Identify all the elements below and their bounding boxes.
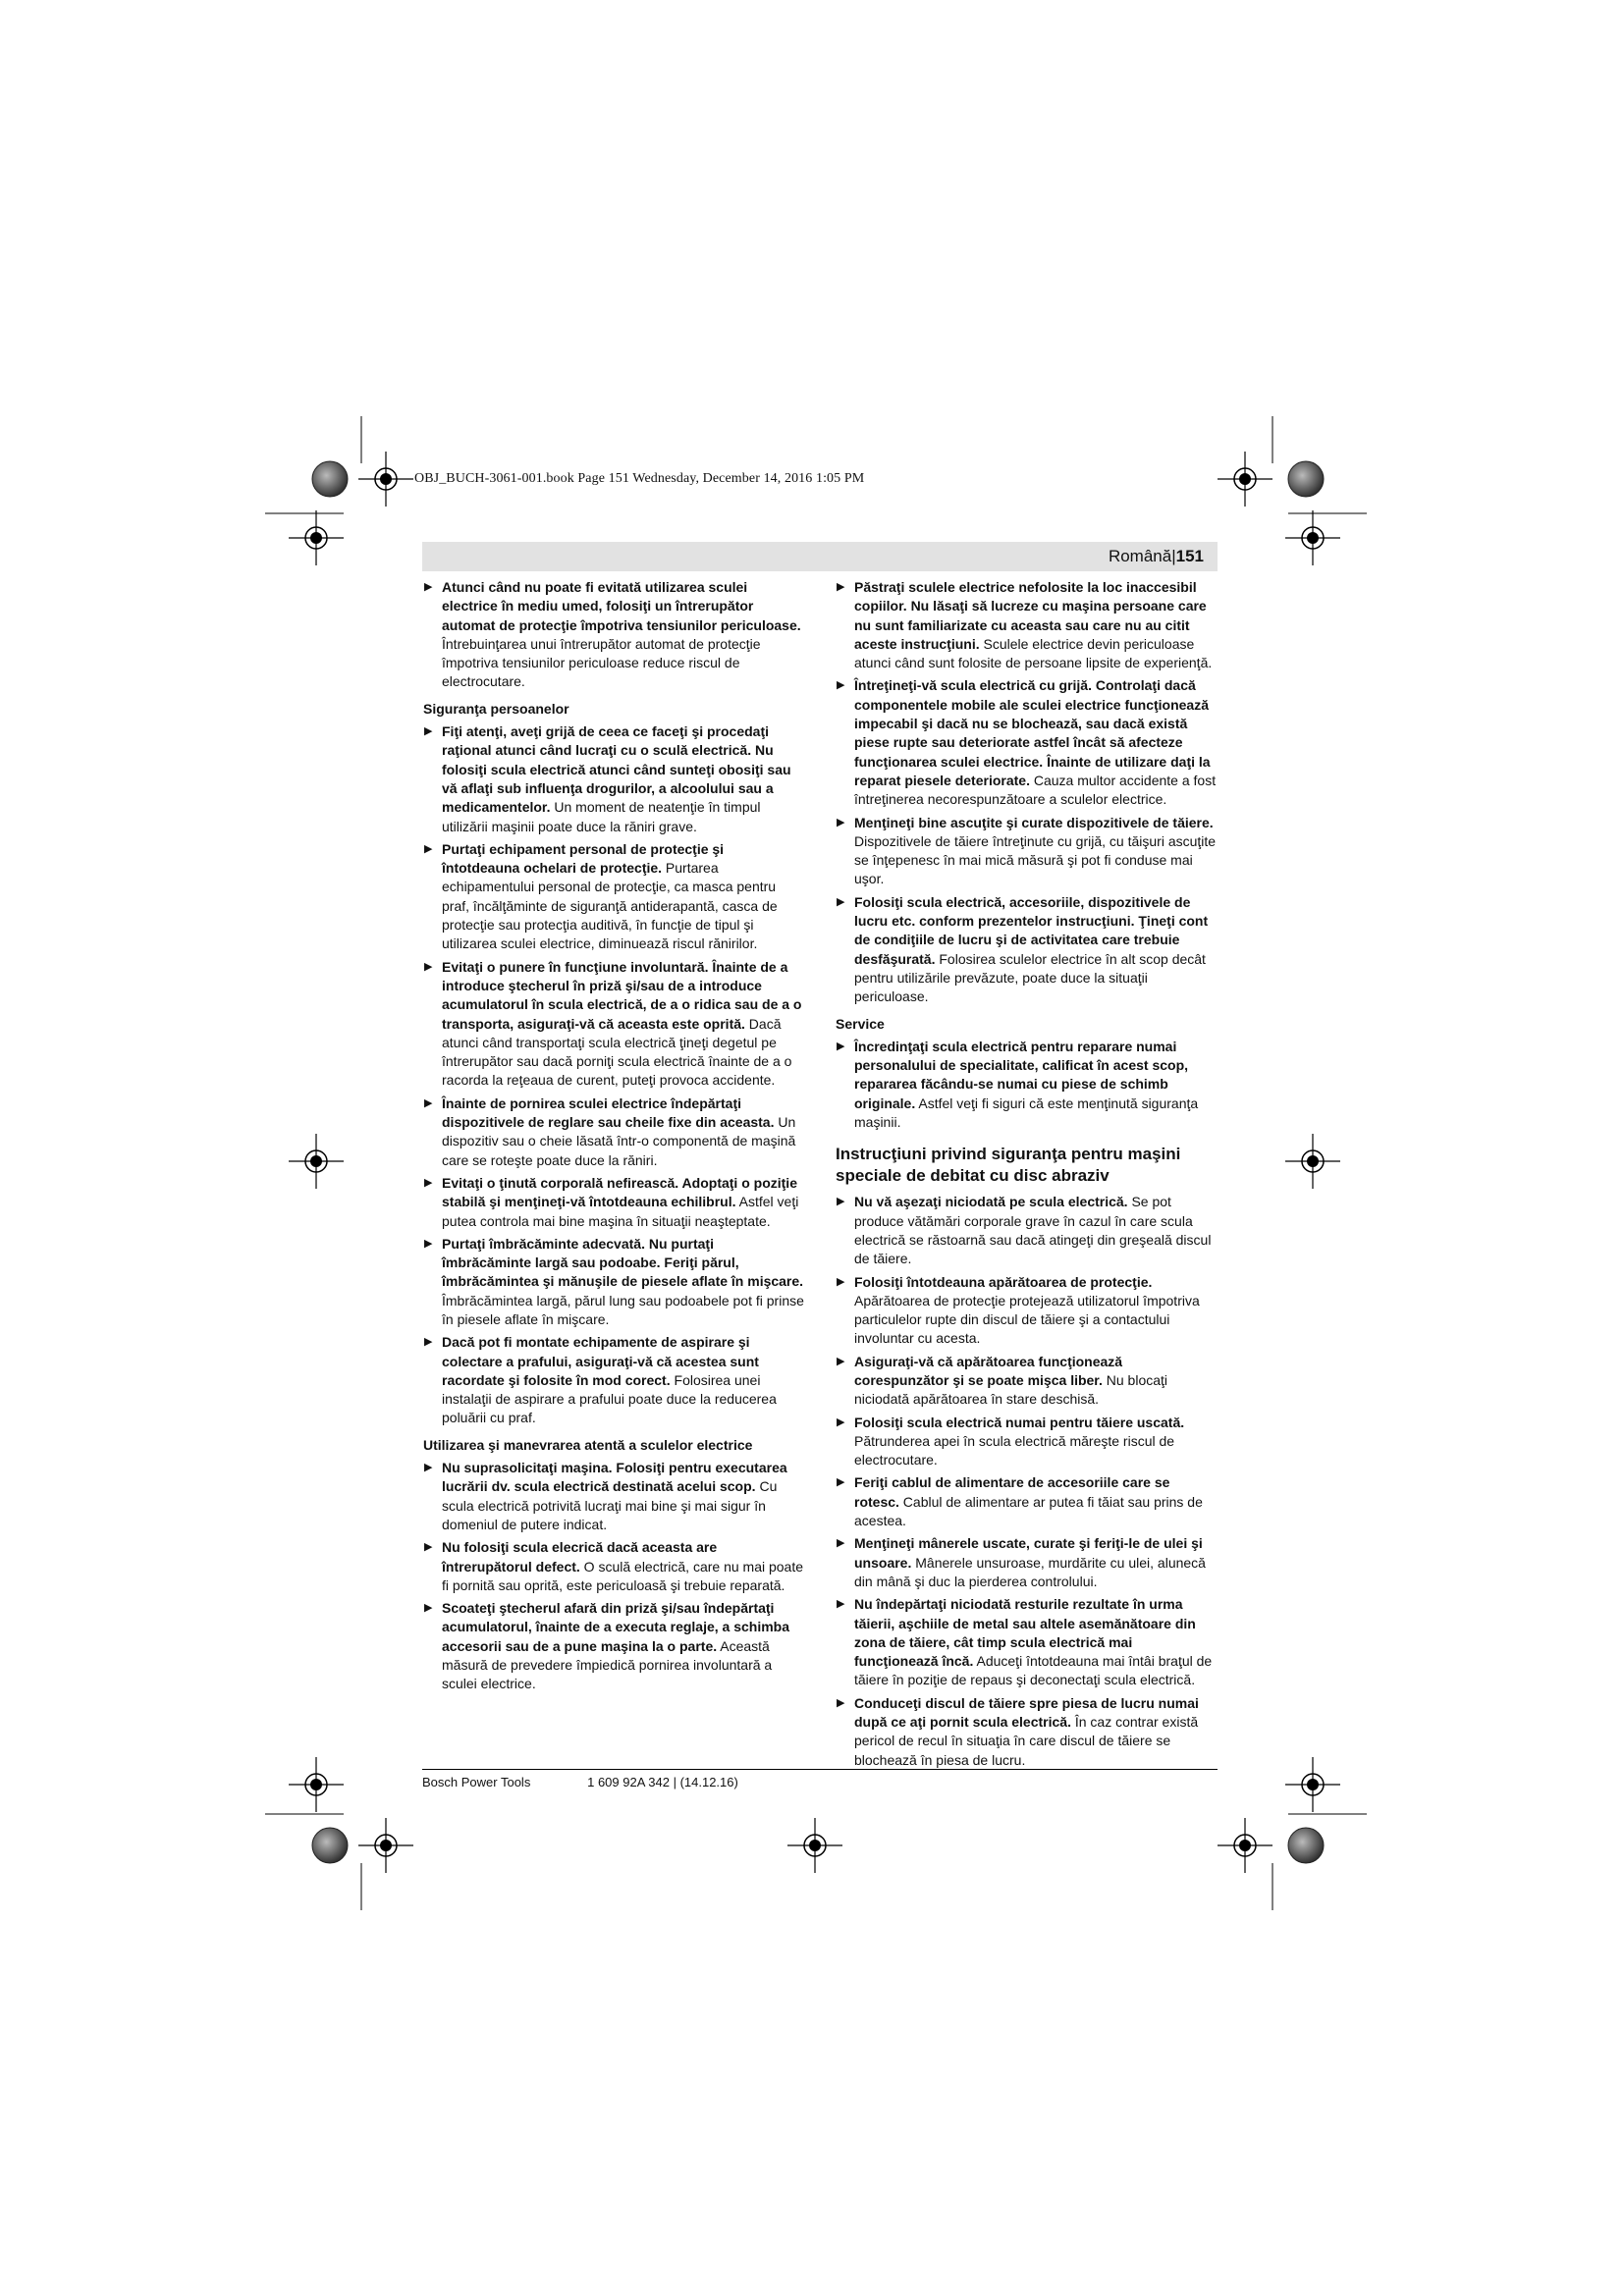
item-bold: Evitaţi o ţinută corporală nefirească. Adoptaţi o poziţie stabilă şi menţineţi-vă întotdeauna echilibrul. (442, 1174, 797, 1210)
subheading: Utilizarea şi manevrarea atentă a sculelor electrice (423, 1436, 753, 1453)
registration-mark (289, 1134, 344, 1189)
bullet-icon: ▶ (837, 1415, 845, 1428)
item-bold: Scoateţi ştecherul afară din priză şi/sau îndepărtaţi acumulatorul, înainte de a executa reglaje, a schimba accesorii sau de a pune maşina la o parte. (442, 1600, 790, 1654)
list-item (836, 1193, 1217, 1268)
item-bold: Folosiţi scula electrică, accesoriile, dispozitivele de lucru etc. conform prezentelor instrucţiuni. Ţineţi cont de condiţiile de lucru şi de activitatea care trebuie desfăşurată. (854, 893, 1209, 967)
list-item (836, 1473, 1217, 1530)
registration-mark (289, 1757, 344, 1812)
item-text: Folosirea unei instalaţii de aspirare a prafului poate duce la reducerea poluării cu praf. (442, 1371, 777, 1426)
page-header (422, 542, 1218, 571)
item-text: Îmbrăcămintea largă, părul lung sau podoabele pot fi prinse în piesele aflate în mişcare. (442, 1292, 804, 1327)
color-bar-sphere-bottom-left (312, 1828, 348, 1863)
item-bold: Nu vă aşezaţi niciodată pe scula electrică. (854, 1194, 1128, 1210)
bullet-icon: ▶ (424, 842, 433, 855)
item-text: Un moment de neatenţie în timpul utilizării maşinii poate duce la răniri grave. (442, 799, 761, 834)
bullet-icon: ▶ (424, 725, 433, 738)
list-item (423, 1538, 804, 1595)
list-item (423, 840, 804, 954)
registration-mark (1285, 510, 1340, 565)
item-text: Astfel veţi fi siguri că este menţinută siguranţa maşinii. (854, 1095, 1199, 1131)
item-text: Astfel veţi putea controla mai bine maşina în situaţii neaşteptate. (442, 1194, 799, 1229)
item-bold: Conduceţi discul de tăiere spre piesa de lucru numai după ce aţi pornit scula electrică. (854, 1694, 1199, 1731)
bullet-icon: ▶ (424, 1462, 433, 1474)
item-text: O sculă electrică, care nu mai poate fi pornită sau oprită, este periculoasă şi trebuie reparată. (442, 1558, 804, 1593)
registration-mark (289, 510, 344, 565)
registration-mark (1218, 452, 1272, 507)
item-text: Sculele electrice devin periculoase atunci când sunt folosite de persoane lipsite de experienţă. (854, 635, 1213, 671)
bullet-icon: ▶ (837, 1040, 845, 1052)
registration-mark (1218, 1818, 1272, 1873)
item-text: Nu blocaţi niciodată apărătoarea în stare deschisă. (854, 1371, 1168, 1408)
list-item (423, 1333, 804, 1427)
item-text: Folosirea sculelor electrice în alt scop decât pentru utilizările prevăzute, poate duce la situaţii periculoase. (854, 950, 1206, 1005)
item-text: Dacă atunci când transportaţi scula electrică ţineţi degetul pe întrerupător sau dacă porniţi scula electrică înainte de a o racorda la reţeaua de curent, puteţi provoca accidente. (442, 1015, 792, 1089)
header-separator: | (1171, 547, 1176, 565)
footer-text: Bosch Power Tools 1 609 92A 342 | (14.12.16) (422, 1775, 738, 1789)
bullet-icon: ▶ (424, 1541, 433, 1554)
section-title: Instrucţiuni privind siguranţa pentru maşini speciale de debitat cu disc abraziv (836, 1145, 1181, 1186)
item-bold: Nu suprasolicitaţi maşina. Folosiţi pentru executarea lucrării dv. scula electrică destinată acelui scop. (442, 1460, 787, 1495)
list-item (836, 1534, 1217, 1591)
item-text: Cauza multor accidente a fost întreţinerea necorespunzătoare a sculelor electrice. (854, 772, 1217, 808)
bullet-icon: ▶ (837, 1598, 845, 1611)
bullet-icon: ▶ (424, 581, 433, 593)
item-text: Purtarea echipamentului personal de protecţie, ca masca pentru praf, încălţăminte de siguranţă antiderapantă, casca de protecţie sau protecţia auditivă, în funcţie de tipul şi utilizarea sculei electrice, diminuează riscul rănirilor. (442, 860, 778, 952)
footer-rule (422, 1769, 1218, 1770)
print-slug: OBJ_BUCH-3061-001.book Page 151 Wednesday, December 14, 2016 1:05 PM (414, 471, 865, 486)
item-text: Această măsură de prevedere împiedică pornirea involuntară a sculei electrice. (442, 1637, 773, 1692)
item-bold: Asiguraţi-vă că apărătoarea funcţionează corespunzător şi se poate mişca liber. (854, 1353, 1123, 1388)
item-bold: Înainte de pornirea sculei electrice îndepărtaţi dispozitivele de reglare sau cheile fixe din aceasta. (442, 1095, 775, 1131)
bullet-icon: ▶ (424, 1096, 433, 1109)
bullet-list (836, 578, 1217, 1007)
bullet-icon: ▶ (837, 581, 845, 593)
item-bold: Atunci când nu poate fi evitată utilizarea sculei electrice în mediu umed, folosiţi un întrerupător automat de protecţie împotriva tensiunilor periculoase. (442, 579, 801, 633)
item-text: Cablul de alimentare ar putea fi tăiat sau prins de acestea. (854, 1493, 1203, 1529)
registration-mark (358, 1818, 413, 1873)
bullet-icon: ▶ (837, 1355, 845, 1367)
item-text: Un dispozitiv sau o cheie lăsată într-o componentă de maşină care se roteşte poate duce la răniri. (442, 1114, 796, 1168)
subheading: Siguranţa persoanelor (423, 700, 569, 717)
list-item (836, 1038, 1217, 1132)
list-item (423, 1174, 804, 1231)
item-bold: Evitaţi o punere în funcţiune involuntară. Înainte de a introduce ştecherul în priză şi/sau de a introduce acumulatorul în scula electrică, de a o ridica sau de a o transporta, asiguraţi-vă că aceasta este oprită. (442, 958, 802, 1032)
list-item (423, 722, 804, 836)
bullet-icon: ▶ (837, 1476, 845, 1489)
page-number: 151 (1175, 547, 1204, 565)
list-item (836, 578, 1217, 672)
list-item (836, 676, 1217, 809)
list-item (836, 1414, 1217, 1470)
color-bar-sphere-top-left (312, 461, 348, 497)
item-bold: Întreţineţi-vă scula electrică cu grijă. Controlaţi dacă componentele mobile ale sculei electrice funcţionează impecabil şi dacă nu se blochează, sau dacă există piese rupte sau deteriorate astfel încât să afecteze funcţionarea sculei electrice. Înainte de utilizare daţi la reparat piesele deteriorate. (854, 677, 1211, 788)
right-column (836, 578, 1217, 1774)
item-text: Mânerele unsuroase, murdărite cu ulei, alunecă din mână şi duc la pierderea controlului. (854, 1554, 1206, 1589)
list-item (423, 958, 804, 1091)
item-bold: Folosiţi întotdeauna apărătoarea de protecţie. (854, 1273, 1153, 1290)
item-bold: Purtaţi îmbrăcăminte adecvată. Nu purtaţi îmbrăcăminte largă sau podoabe. Feriţi părul, îmbrăcămintea şi mănuşile de piesele aflate în mişcare. (442, 1235, 804, 1290)
list-item (836, 1353, 1217, 1410)
header-language: Română (1108, 547, 1172, 565)
bullet-icon: ▶ (837, 1275, 845, 1288)
list-item (423, 1235, 804, 1329)
bullet-icon: ▶ (837, 1196, 845, 1208)
item-bold: Menţineţi mânerele uscate, curate şi feriţi-le de ulei şi unsoare. (854, 1535, 1203, 1571)
bullet-icon: ▶ (424, 1336, 433, 1349)
bullet-icon: ▶ (837, 816, 845, 828)
item-bold: Nu îndepărtaţi niciodată resturile rezultate în urma tăierii, aşchiile de metal sau altele asemănătoare din zona de tăiere, cât timp scula electrică mai funcţionează încă. (854, 1596, 1196, 1670)
item-text: Pătrunderea apei în scula electrică măreşte riscul de electrocutare. (854, 1432, 1175, 1468)
item-text: Întrebuinţarea unui întrerupător automat de protecţie împotriva tensiunilor periculoase reduce riscul de electrocutare. (442, 635, 761, 690)
left-column (423, 578, 804, 1698)
header-text (1109, 545, 1204, 568)
item-bold: Feriţi cablul de alimentare de accesoriile care se rotesc. (854, 1474, 1170, 1510)
registration-mark (1285, 1134, 1340, 1189)
list-item (423, 1599, 804, 1693)
list-item (836, 1694, 1217, 1770)
item-bold: Menţineţi bine ascuţite şi curate dispozitivele de tăiere. (854, 814, 1214, 830)
bullet-icon: ▶ (837, 1537, 845, 1550)
item-bold: Folosiţi scula electrică numai pentru tăiere uscată. (854, 1414, 1185, 1430)
color-bar-sphere-top-right (1288, 461, 1324, 497)
bullet-list (836, 1038, 1217, 1132)
list-item (836, 1595, 1217, 1689)
item-bold: Dacă pot fi montate echipamente de aspirare şi colectare a prafului, asiguraţi-vă că acestea sunt racordate şi folosite în mod corect. (442, 1334, 759, 1388)
bullet-icon: ▶ (837, 679, 845, 692)
bullet-icon: ▶ (837, 895, 845, 908)
subheading: Service (836, 1015, 885, 1032)
item-text: Apărătoarea de protecţie protejează utilizatorul împotriva particulelor rupte din discul de tăiere şi a contactului involuntar cu acesta. (854, 1292, 1200, 1347)
bullet-icon: ▶ (424, 1237, 433, 1250)
bullet-list (423, 1459, 804, 1694)
registration-mark (1285, 1757, 1340, 1812)
list-item (836, 814, 1217, 889)
list-item (423, 578, 804, 692)
item-bold: Fiţi atenţi, aveţi grijă de ceea ce faceţi şi procedaţi raţional atunci când lucraţi cu o sculă electrică. Nu folosiţi scula electrică atunci când sunteţi obosiţi sau vă aflaţi sub influenţa drogurilor, a alcoolului sau a medicamentelor. (442, 723, 791, 816)
list-item (836, 893, 1217, 1007)
item-text: În caz contrar există pericol de recul în situaţia în care discul de tăiere se blochează în piesa de lucru. (854, 1714, 1199, 1768)
registration-mark (787, 1818, 842, 1873)
item-bold: Nu folosiţi scula elecrică dacă aceasta are întrerupătorul defect. (442, 1539, 718, 1575)
registration-mark (358, 452, 413, 507)
color-bar-sphere-bottom-right (1288, 1828, 1324, 1863)
list-item (423, 1459, 804, 1534)
list-item (836, 1273, 1217, 1349)
list-item (423, 1095, 804, 1170)
item-text: Aduceţi întotdeauna mai întâi braţul de tăiere în poziţie de repaus şi deconectaţi scula electrică. (854, 1653, 1213, 1688)
bullet-icon: ▶ (424, 1602, 433, 1615)
bullet-list (423, 722, 804, 1428)
item-bold: Păstraţi sculele electrice nefolosite la loc inaccesibil copiilor. Nu lăsaţi să lucreze cu maşina persoane care nu sunt familiarizate cu aceasta sau care nu au citit aceste instrucţiuni. (854, 579, 1207, 652)
item-text: Cu scula electrică potrivită lucraţi mai bine şi mai sigur în domeniul de putere indicat. (442, 1478, 778, 1532)
item-bold: Purtaţi echipament personal de protecţie şi întotdeauna ochelari de protecţie. (442, 840, 725, 877)
bullet-list (836, 1193, 1217, 1770)
item-bold: Încredinţaţi scula electrică pentru reparare numai personalului de specialitate, calificat în acest scop, repararea făcându-se numai cu piese de schimb originale. (854, 1038, 1189, 1111)
item-text: Se pot produce vătămări corporale grave în cazul în care scula electrică se răstoarnă sau dacă atingeţi din greşeală discul de tăiere. (854, 1194, 1212, 1267)
bullet-icon: ▶ (424, 1176, 433, 1189)
bullet-icon: ▶ (837, 1696, 845, 1709)
bullet-icon: ▶ (424, 960, 433, 973)
item-text: Dispozitivele de tăiere întreţinute cu grijă, cu tăişuri ascuţite se înţepenesc în mai mică măsură şi pot fi conduse mai uşor. (854, 832, 1217, 887)
